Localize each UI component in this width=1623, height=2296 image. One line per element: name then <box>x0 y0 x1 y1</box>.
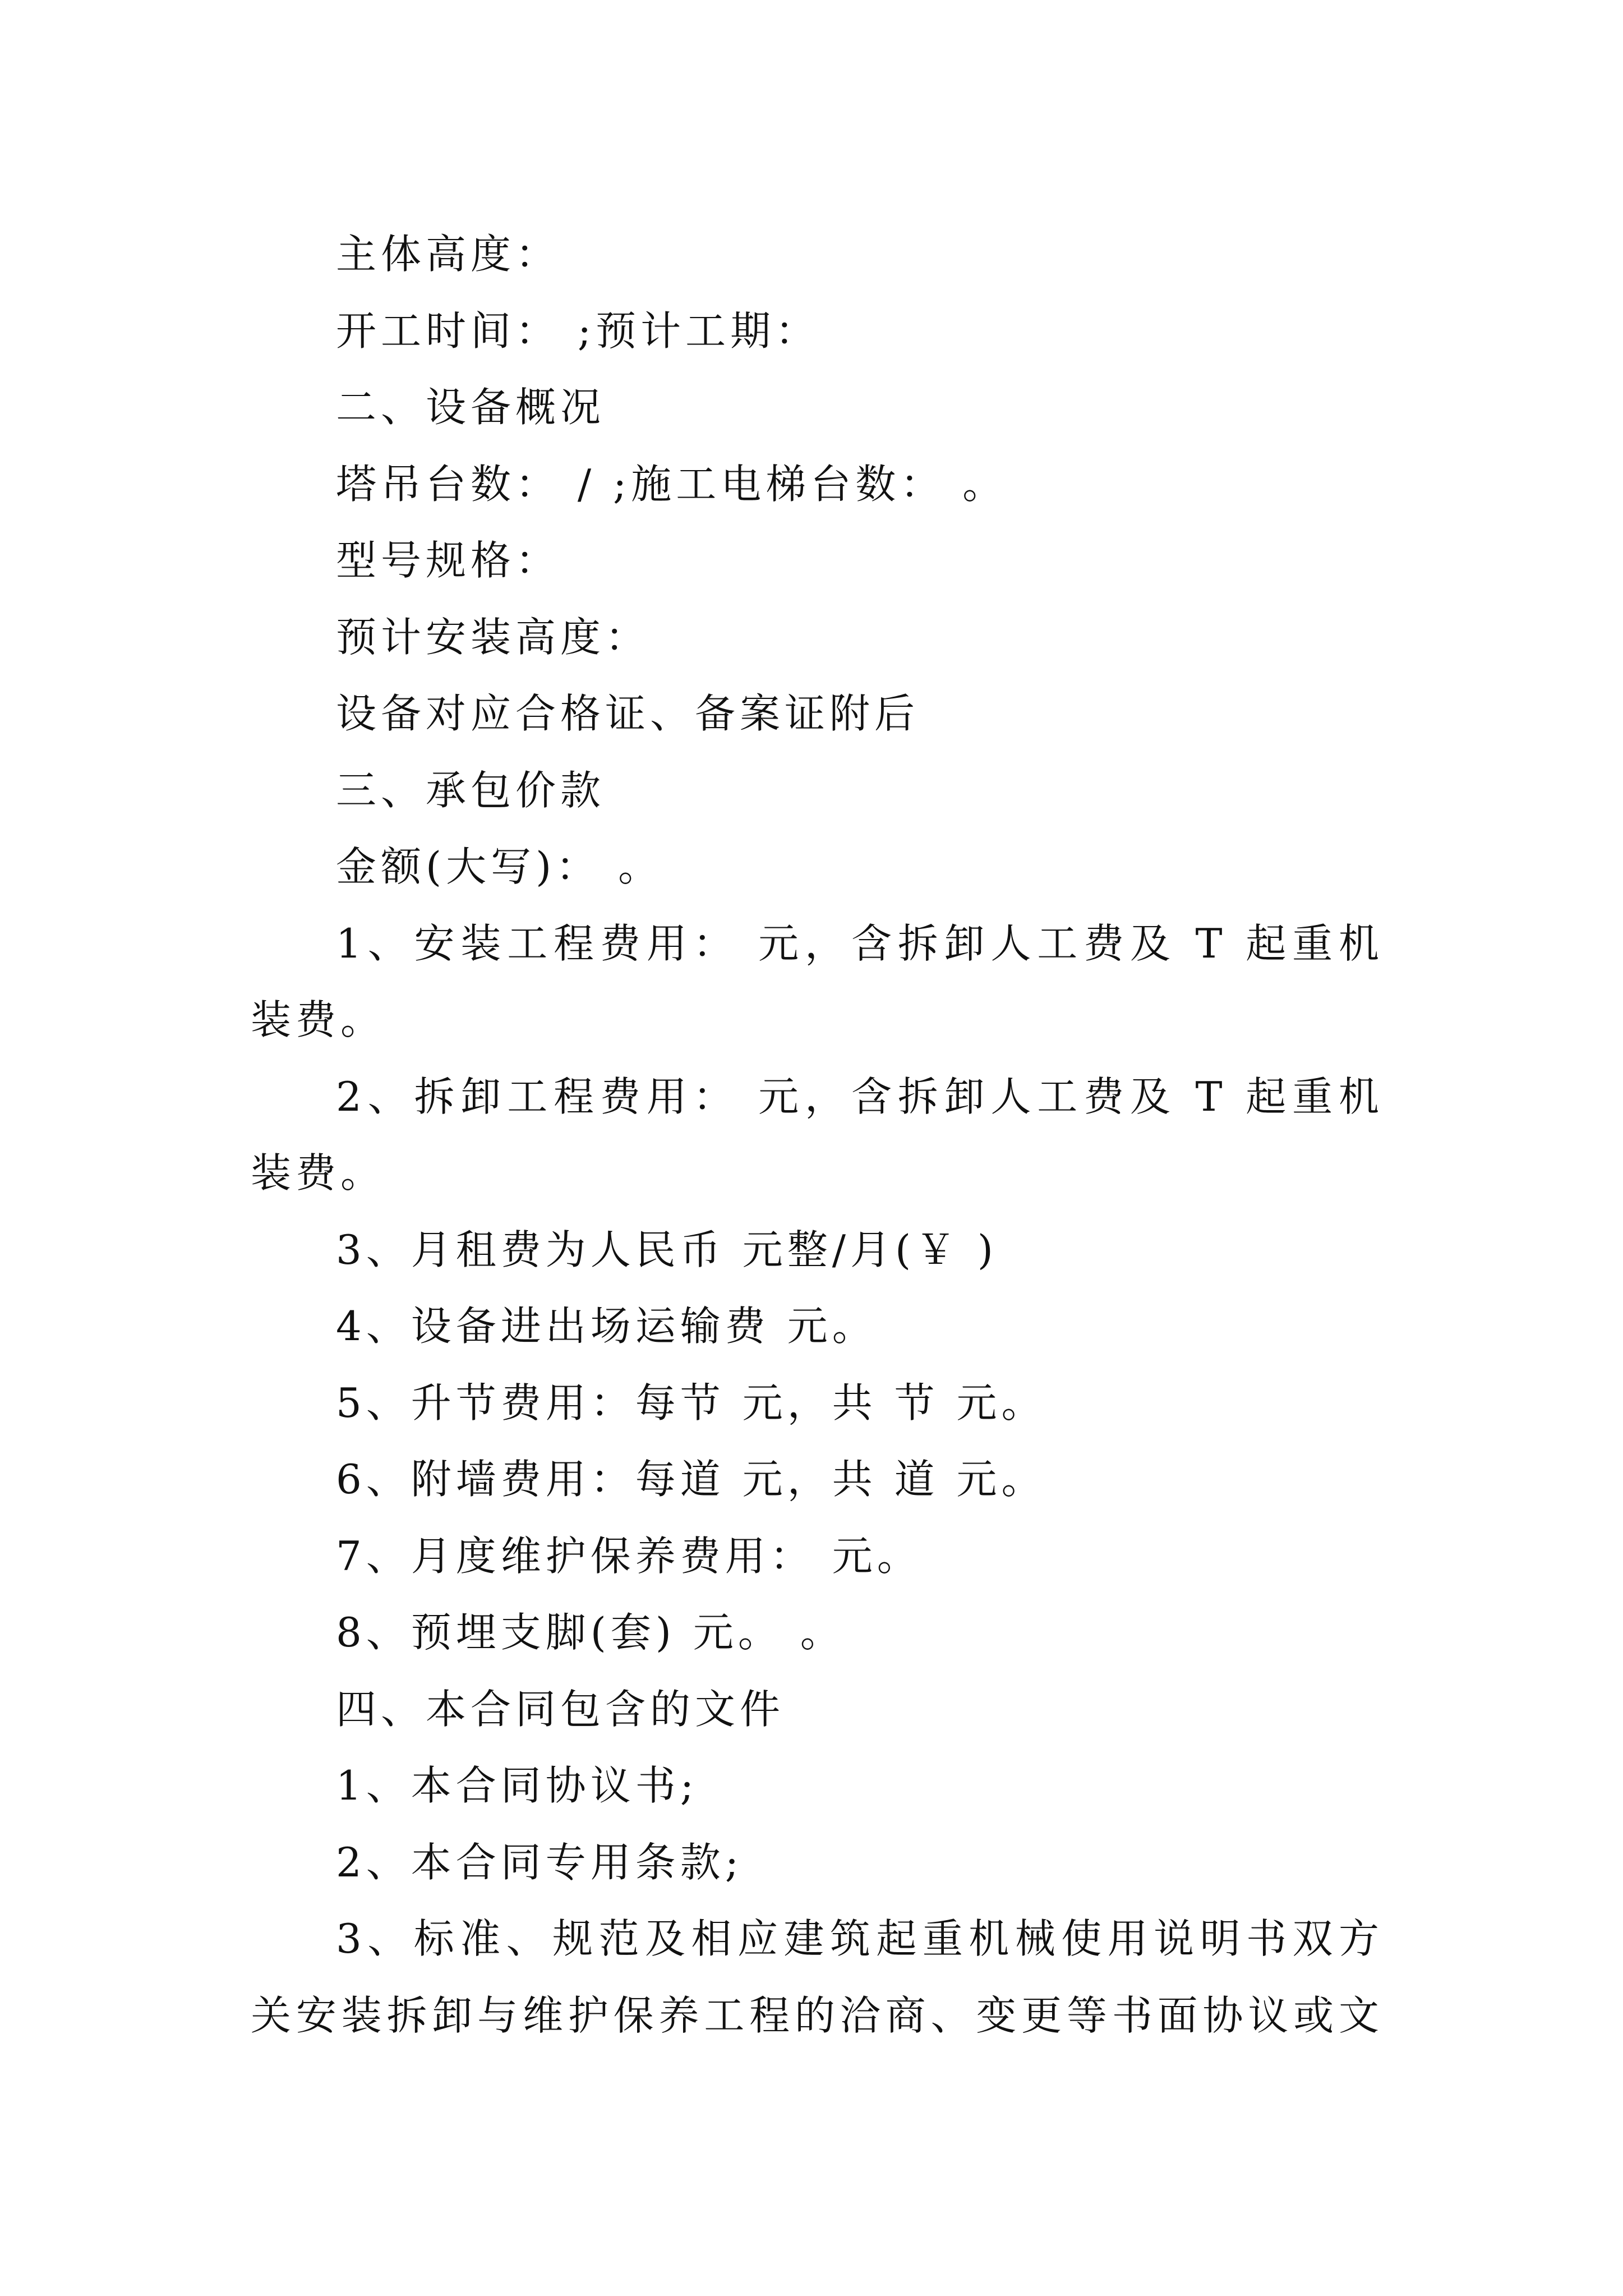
text-line-main-height: 主体高度： <box>336 231 561 278</box>
section-heading-equipment: 二、设备概况 <box>336 384 606 431</box>
text-line-install-height: 预计安装高度： <box>336 613 651 661</box>
text-line-install-fee-cont: 装费。 <box>251 996 386 1043</box>
text-line-wall-fee: 6、附墙费用：每道 元，共 道 元。 <box>336 1456 1046 1503</box>
text-line-amount: 金额(大写)： 。 <box>336 843 663 890</box>
text-line-crane-count: 塔吊台数： / ;施工电梯台数： 。 <box>336 460 1008 508</box>
text-line-maintenance-fee: 7、月度维护保养费用： 元。 <box>336 1532 922 1580</box>
text-line-start-time: 开工时间： ;预计工期： <box>336 307 820 355</box>
text-line-section-fee: 5、升节费用：每节 元，共 节 元。 <box>336 1379 1046 1427</box>
text-line-model-spec: 型号规格： <box>336 537 561 584</box>
text-line-anchor-fee: 8、预埋支脚(套) 元。 。 <box>336 1609 845 1656</box>
text-line-doc-standards-cont: 关安装拆卸与维护保养工程的洽商、变更等书面协议或文 <box>251 1991 1384 2039</box>
text-line-dismantle-fee: 2、拆卸工程费用： 元，含拆卸人工费及 T 起重机 <box>336 1073 1384 1120</box>
text-line-monthly-rent: 3、月租费为人民币 元整/月(￥ ) <box>336 1226 998 1273</box>
text-line-doc-agreement: 1、本合同协议书; <box>336 1762 699 1809</box>
text-line-dismantle-fee-cont: 装费。 <box>251 1149 386 1197</box>
text-line-doc-standards: 3、标准、规范及相应建筑起重机械使用说明书双方 <box>336 1915 1384 1962</box>
section-heading-documents: 四、本合同包含的文件 <box>336 1685 785 1733</box>
section-heading-price: 三、承包价款 <box>336 766 606 814</box>
text-line-certificates: 设备对应合格证、备案证附后 <box>336 690 920 737</box>
text-line-transport-fee: 4、设备进出场运输费 元。 <box>336 1303 877 1350</box>
text-line-install-fee: 1、安装工程费用： 元，含拆卸人工费及 T 起重机 <box>336 919 1384 967</box>
document-body <box>251 216 1384 2054</box>
text-line-doc-special-terms: 2、本合同专用条款; <box>336 1838 744 1886</box>
